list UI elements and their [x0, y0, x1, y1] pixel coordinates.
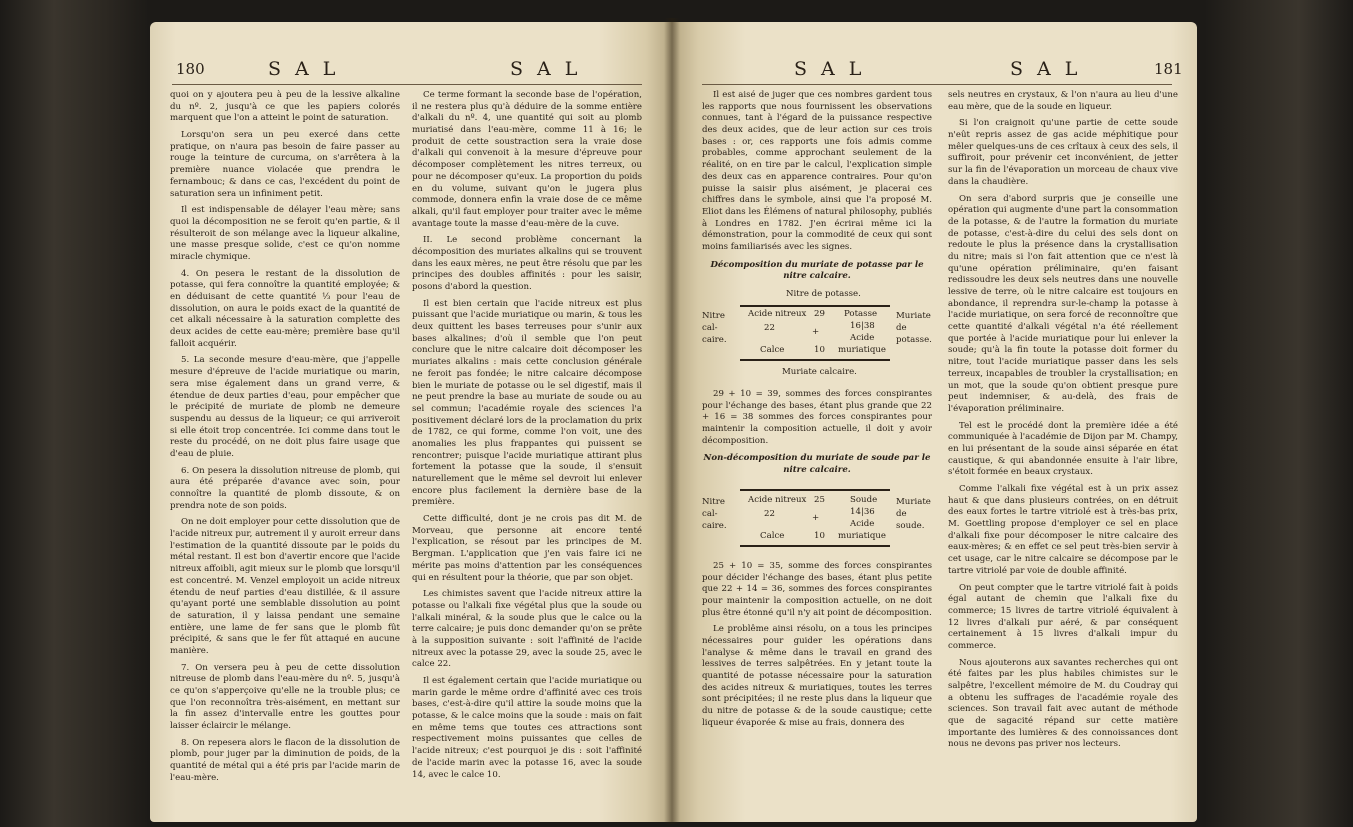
running-header-left: SAL	[268, 58, 350, 80]
diagram-frame	[740, 489, 890, 491]
diagram-frame	[740, 545, 890, 547]
paragraph: sels neutres en crystaux, & l'on n'aura au lieu d'une eau mère, que de la soude en liqueur.	[948, 90, 1178, 112]
header-rule	[172, 84, 642, 85]
left-page	[150, 22, 672, 822]
diagram-acid: Acide	[850, 333, 875, 343]
paragraph: On ne doit employer pour cette dissolution que de l'acide nitreux pur, autrement il y auroit erreur dans l'estimation de la quantité dissoute par le poids du métal restant. Il est bon d'avertir encore que l'acide nitreux affoibli, agit mieux sur le plomb que lorsqu'il est concentré. M. Venzel employoit un acide nitreux étendu de neuf parties d'eau distillée, & il assure qu'ayant porté une semblable dissolution au point de saturation, il y laissa pendant une semaine entière, une lame de fer sans que le plomb fût précipité, & sans que le fer fût attaqué en aucune manière.	[170, 517, 400, 656]
diagram-right-label: potasse.	[896, 335, 932, 345]
right-page	[672, 22, 1197, 822]
diagram-top-label: Nitre de potasse.	[786, 289, 861, 299]
paragraph: Tel est le procédé dont la première idée a été communiquée à l'académie de Dijon par M. Champy, en lui présentant de la soude ainsi séparée en état caustique, & qui abandonnée ensuite à l'air libre, s'étoit formée en beaux crystaux.	[948, 420, 1178, 478]
book-gutter	[664, 18, 680, 824]
diagram-acid: muriatique	[838, 530, 886, 541]
diagram-left-label: caire.	[702, 520, 727, 531]
paragraph: Si l'on craignoit qu'une partie de cette soude n'eût repris assez de gas acide méphitique pour mêler quelques-uns de ces crîtaux à ceux des sels, il suffiroit, pour prévenir cet inconvénient, de jetter sur la fin de l'évaporation un morceau de chaux vive dans la chaudière.	[948, 118, 1178, 187]
diagram-left-label: Nitre	[702, 496, 725, 507]
diagram-right-label: de	[896, 323, 907, 333]
diagram-number: 29	[814, 309, 825, 319]
diagram-number: 16|38	[850, 321, 875, 331]
right-column-2	[948, 90, 1178, 756]
paragraph: Les chimistes savent que l'acide nitreux attire la potasse ou l'alkali fixe végétal plus que la soude ou l'alkali minéral, & la soude plus que le calce ou la terre calcaire; je puis donc demander qu'on se prête à la supposition suivante : soit l'affinité de l'acide nitreux avec la potasse 29, avec la soude 25, avec le calce 22.	[412, 589, 642, 670]
paragraph: Le problême ainsi résolu, on a tous les principes nécessaires pour guider les opérations dans l'analyse & même dans le travail en grand des lessives de terres salpêtrées. En y jetant toute la quantité de potasse nécessaire pour la saturation des acides nitreux & muriatiques, toutes les terres sont précipitées; il ne reste plus dans la liqueur que du nitre de potasse & de la soude caustique; cette liqueur évaporée & mise au frais, donnera des	[702, 624, 932, 728]
diagram-plus: +	[812, 512, 820, 523]
diagram-acid: Acide nitreux	[748, 309, 807, 319]
diagram-acid: Acide	[850, 518, 875, 529]
diagram-left-label: cal-	[702, 508, 718, 519]
diagram-left-label: cal-	[702, 323, 718, 333]
diagram-base: Soude	[850, 494, 878, 505]
diagram-right-label: Muriate	[896, 311, 931, 321]
left-column-1	[170, 90, 400, 790]
diagram-acid: muriatique	[838, 345, 886, 355]
paragraph: 6. On pesera la dissolution nitreuse de plomb, qui aura été préparée d'avance avec soin, pour connoître la quantité de plomb dissoute, & on prendra note de son poids.	[170, 465, 400, 511]
diagram-plus: +	[812, 327, 820, 337]
affinity-diagram-soude	[702, 483, 932, 557]
paragraph: 4. On pesera le restant de la dissolution de potasse, qui fera connoître la quantité employée; & en déduisant de cette quantité ⅓ pour l'eau de dissolution, on aura le poids exact de la quantité de cet alkali nécessaire à la saturation complette des deux acides de cette eau-mère; première base qu'il falloit acquérir.	[170, 268, 400, 349]
diagram-number: 22	[764, 323, 775, 333]
diagram-base: Calce	[760, 530, 785, 541]
diagram-acid: Acide nitreux	[748, 494, 807, 505]
diagram-number: 10	[814, 530, 825, 541]
paragraph: 5. La seconde mesure d'eau-mère, que j'appelle mesure d'épreuve de l'acide muriatique ou marin, sera mise également dans un grand verre, & étendue de deux parties d'eau, pour empêcher que le précipité de muriate de plomb ne demeure suspendu au dessus de la liqueur; ce qui arriveroit si elle étoit trop concentrée. Ici comme dans tout le reste du procédé, on ne doit plus faire usage que d'eau de pluie.	[170, 355, 400, 459]
diagram-right-label: Muriate	[896, 496, 931, 507]
affinity-diagram-potasse	[702, 289, 932, 385]
running-header-right: SAL	[1010, 58, 1092, 80]
paragraph: Il est aisé de juger que ces nombres gardent tous les rapports que nous fournissent les observations connues, tant à l'égard de la puissance respective des deux acides, que de leur action sur ces trois bases : or, ces rapports une fois admis comme probables, comme approchant seulement de la réalité, on en tire par le calcul, l'explication simple des deux cas en apparence contraires. Pour qu'on puisse la saisir plus aisément, je placerai ces chiffres dans le symbole, ainsi que l'a proposé M. Eliot dans les Élémens of natural philosophy, publiés à Londres en 1782. J'en écrirai même ici la démonstration, pour la commodité de ceux qui sont moins familiarisés avec les signes.	[702, 90, 932, 252]
paragraph: Ce terme formant la seconde base de l'opération, il ne restera plus qu'à déduire de la somme entière d'alkali du nº. 4, une quantité qui soit au plomb muriatisé dans l'eau-mère, comme 11 à 16; le produit de cette soustraction sera la vraie dose d'alkali qui convenoit à la mesure d'épreuve pour décomposer complètement les nitres terreux, ou pour ne décomposer qu'eux. La proportion du poids en du volume, suivant qu'on le jugera plus commode, donnera enfin la vraie dose de ce même alkali, qu'il faut employer pour traiter avec le même avantage toute la masse d'eau-mère de la cuve.	[412, 90, 642, 229]
diagram-base: Potasse	[844, 309, 878, 319]
diagram-bottom-label: Muriate calcaire.	[782, 367, 857, 377]
diagram-base: Calce	[760, 345, 785, 355]
running-header-right: SAL	[510, 58, 592, 80]
diagram-number: 22	[764, 508, 775, 519]
diagram-left-label: Nitre	[702, 311, 725, 321]
header-rule	[702, 84, 1172, 85]
paragraph: 29 + 10 = 39, sommes des forces conspirantes pour l'échange des bases, étant plus grande que 22 + 16 = 38 sommes des forces conspirantes pour maintenir la composition actuelle, il doit y avoir décomposition.	[702, 389, 932, 446]
paragraph: On peut compter que le tartre vitriolé fait à poids égal autant de chemin que l'alkali fixe du commerce; 15 livres de tartre vitriolé équivalent à 12 livres d'alkali pur aéré, & par conséquent certainement à 15 livres d'alkali impur du commerce.	[948, 582, 1178, 651]
paragraph: On sera d'abord surpris que je conseille une opération qui augmente d'une part la consommation de la potasse, & de l'autre la formation du muriate de potasse, c'est-à-dire du celui des sels dont on redoute le plus la présence dans la crystallisation du nitre; mais si l'on fait attention que ce n'est là qu'une opération préliminaire, qu'en faisant redissoudre les deux sels neutres dans une nouvelle lessive de terre, où le nitre calcaire est toujours en abondance, il reprendra sur-le-champ la potasse à l'acide muriatique, on sera forcé de reconnoître que cette quantité d'alkali végétal n'a été réellement que portée à l'acide muriatique pour lui enlever la soude; qu'à la fin toute la potasse doit former du nitre, tout l'acide muriatique passer dans les sels terreux, incapables de troubler la crystallisation; en un mot, que la soude qu'on obtient presque pure peut indemniser, & au-delà, des frais de l'évaporation préliminaire.	[948, 193, 1178, 414]
paragraph: quoi on y ajoutera peu à peu de la lessive alkaline du nº. 2, jusqu'à ce que les papiers colorés marquent que l'on a atteint le point de saturation.	[170, 90, 400, 124]
paragraph: Il est bien certain que l'acide nitreux est plus puissant que l'acide muriatique ou marin, & tous les deux quittent les bases terreuses pour s'unir aux bases alkalines; d'où il semble que l'on peut conclure que le nitre calcaire doit décomposer les muriates alkalins : mais cette conclusion générale ne feroit pas fondée; le nitre calcaire décompose bien le muriate de potasse ou le sel digestif, mais il ne peut prendre la base au muriate de soude ou au sel commun; l'académie royale des sciences l'a positivement déclaré lors de la proclamation du prix de 1782, ce qui forme, comme l'on voit, une des anomalies les plus frappantes qui puissent se rencontrer; puisque l'acide muriatique attirant plus fortement la potasse que la soude, il s'ensuit naturellement que le même sel devroit lui enlever encore plus facilement la dernière base de la première.	[412, 298, 642, 508]
diagram-right-label: de	[896, 508, 907, 519]
diagram-number: 25	[814, 494, 825, 505]
page-number: 181	[1154, 60, 1183, 78]
running-header-left: SAL	[794, 58, 876, 80]
diagram-number: 14|36	[850, 506, 875, 517]
paragraph: Il est également certain que l'acide muriatique ou marin garde le même ordre d'affinité avec ces trois bases, c'est-à-dire qu'il attire la soude moins que la potasse, & le calce moins que la soude : mais on fait en même tems que toutes ces attractions sont respectivement moins puissantes que celles de l'acide nitreux; c'est pourquoi je dis : soit l'affinité de l'acide marin avec la potasse 16, avec la soude 14, avec le calce 10.	[412, 676, 642, 780]
diagram-left-label: caire.	[702, 335, 727, 345]
paragraph: Nous ajouterons aux savantes recherches qui ont été faites par les plus habiles chimistes sur le salpêtre, l'excellent mémoire de M. du Coudray qui a obtenu les suffrages de l'académie royale des sciences. Son travail fait avec autant de méthode que de sagacité répand sur cette matière importante des lumières & des connoissances dont nous ne devons pas priver nos lecteurs.	[948, 657, 1178, 750]
diagram-caption: Décomposition du muriate de potasse par le nitre calcaire.	[710, 259, 924, 282]
left-column-2	[412, 90, 642, 786]
diagram-frame	[740, 359, 890, 361]
diagram-caption: Non-décomposition du muriate de soude par le nitre calcaire.	[703, 453, 931, 476]
paragraph: Il est indispensable de délayer l'eau mère; sans quoi la décomposition ne se feroit qu'en partie, & il résulteroit de son mélange avec la liqueur alkaline, une masse presque solide, c'est ce qu'on nomme miracle chymique.	[170, 205, 400, 262]
paragraph: II. Le second problème concernant la décomposition des muriates alkalins qui se trouvent dans les eaux mères, ne peut être résolu que par les principes des doubles affinités : pour les saisir, posons d'abord la question.	[412, 235, 642, 292]
page-number: 180	[176, 60, 205, 78]
paragraph: 25 + 10 = 35, somme des forces conspirantes pour décider l'échange des bases, étant plus petite que 22 + 14 = 36, sommes des forces conspirantes pour maintenir la composition actuelle, on ne doit plus être étonné qu'il n'y ait point de décomposition.	[702, 560, 932, 618]
diagram-number: 10	[814, 345, 825, 355]
paragraph: Comme l'alkali fixe végétal est à un prix assez haut & que dans plusieurs contrées, on en détruit des eaux fortes le tartre vitriolé est à très-bas prix, M. Goettling propose d'employer ce sel en place d'alkali fixe pour décomposer le nitre calcaire des eaux-mères; & en effet ce sel peut très-bien servir à cet usage, car le nitre calcaire se décompose par le tartre vitriolé par voie de double affinité.	[948, 484, 1178, 576]
paragraph: Lorsqu'on sera un peu exercé dans cette pratique, on n'aura pas besoin de faire passer au rouge la teinture de curcuma, on s'arrêtera à la première nuance violacée que prendra le fernambouc; & dans ce cas, l'excédent du point de saturation sera un infiniment petit.	[170, 130, 400, 199]
paragraph: Cette difficulté, dont je ne crois pas dit M. de Morveau, que personne ait encore tenté l'explication, se résout par les principes de M. Bergman. L'application que j'en vais faire ici ne mérite pas moins d'attention par les conséquences qui en résultent pour la théorie, que par son objet.	[412, 514, 642, 583]
diagram-right-label: soude.	[896, 520, 925, 531]
paragraph: 8. On repesera alors le flacon de la dissolution de plomb, pour juger par la diminution de poids, de la quantité de métal qui a été pris par l'acide marin de l'eau-mère.	[170, 737, 400, 783]
paragraph: 7. On versera peu à peu de cette dissolution nitreuse de plomb dans l'eau-mère du nº. 5, jusqu'à ce qu'on s'apperçoive qu'elle ne la trouble plus; ce que l'on reconnoîtra très-aisément, en mettant sur la fin assez d'intervalle entre les gouttes pour laisser éclaircir le mélange.	[170, 662, 400, 732]
right-column-1	[702, 90, 932, 734]
diagram-frame	[740, 305, 890, 307]
